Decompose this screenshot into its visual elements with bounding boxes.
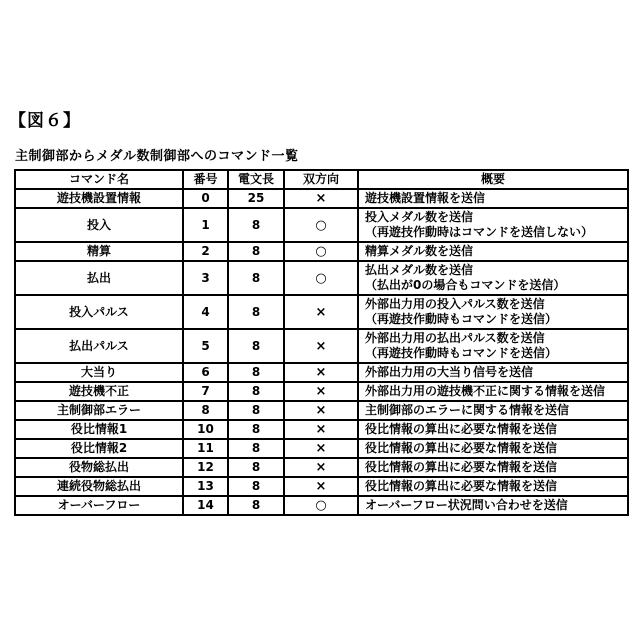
message-length-cell: 25 [228,189,284,208]
number-cell: 8 [183,401,228,420]
message-length-cell: 8 [228,382,284,401]
figure-label: 【図６】 [9,111,81,131]
number-cell: 14 [183,496,228,515]
summary-cell: 役比情報の算出に必要な情報を送信 [358,458,628,477]
message-length-cell: 8 [228,458,284,477]
command-name-cell: 役比情報2 [15,439,183,458]
table-row [15,477,628,496]
summary-cell: 外部出力用の遊技機不正に関する情報を送信 [358,382,628,401]
summary-cell: 主制御部のエラーに関する情報を送信 [358,401,628,420]
bidirectional-cell: × [284,295,358,329]
command-name-cell: 役比情報1 [15,420,183,439]
column-header-1: 番号 [183,170,228,189]
bidirectional-cell: ○ [284,208,358,242]
summary-cell: 遊技機設置情報を送信 [358,189,628,208]
number-cell: 2 [183,242,228,261]
number-cell: 10 [183,420,228,439]
column-header-2: 電文長 [228,170,284,189]
command-name-cell: 遊技機不正 [15,382,183,401]
command-name-cell: 大当り [15,363,183,382]
command-table [14,169,629,516]
table-row [15,208,628,242]
message-length-cell: 8 [228,496,284,515]
table-row [15,382,628,401]
bidirectional-cell: × [284,439,358,458]
number-cell: 11 [183,439,228,458]
table-row [15,189,628,208]
command-name-cell: 精算 [15,242,183,261]
message-length-cell: 8 [228,420,284,439]
bidirectional-cell: ○ [284,496,358,515]
number-cell: 3 [183,261,228,295]
table-row [15,439,628,458]
message-length-cell: 8 [228,363,284,382]
command-name-cell: 遊技機設置情報 [15,189,183,208]
table-row [15,458,628,477]
table-row [15,496,628,515]
column-header-0: コマンド名 [15,170,183,189]
command-name-cell: 連続役物総払出 [15,477,183,496]
message-length-cell: 8 [228,329,284,363]
bidirectional-cell: × [284,329,358,363]
message-length-cell: 8 [228,439,284,458]
message-length-cell: 8 [228,208,284,242]
command-name-cell: 投入パルス [15,295,183,329]
summary-cell: 外部出力用の投入パルス数を送信 （再遊技作動時もコマンドを送信） [358,295,628,329]
bidirectional-cell: × [284,458,358,477]
summary-cell: 投入メダル数を送信 （再遊技作動時はコマンドを送信しない） [358,208,628,242]
message-length-cell: 8 [228,261,284,295]
figure-caption: 主制御部からメダル数制御部へのコマンド一覧 [15,149,299,164]
command-name-cell: オーバーフロー [15,496,183,515]
table-row [15,329,628,363]
number-cell: 0 [183,189,228,208]
command-table-head [15,170,628,189]
summary-cell: 払出メダル数を送信 （払出が0の場合もコマンドを送信） [358,261,628,295]
table-row [15,401,628,420]
command-name-cell: 投入 [15,208,183,242]
number-cell: 1 [183,208,228,242]
summary-cell: 外部出力用の払出パルス数を送信 （再遊技作動時もコマンドを送信） [358,329,628,363]
table-row [15,242,628,261]
summary-cell: 精算メダル数を送信 [358,242,628,261]
message-length-cell: 8 [228,295,284,329]
summary-cell: 役比情報の算出に必要な情報を送信 [358,439,628,458]
summary-cell: 役比情報の算出に必要な情報を送信 [358,477,628,496]
message-length-cell: 8 [228,401,284,420]
message-length-cell: 8 [228,477,284,496]
bidirectional-cell: × [284,420,358,439]
command-name-cell: 役物総払出 [15,458,183,477]
command-name-cell: 払出パルス [15,329,183,363]
bidirectional-cell: × [284,382,358,401]
summary-cell: 役比情報の算出に必要な情報を送信 [358,420,628,439]
number-cell: 12 [183,458,228,477]
bidirectional-cell: × [284,363,358,382]
number-cell: 4 [183,295,228,329]
bidirectional-cell: × [284,477,358,496]
summary-cell: オーバーフロー状況問い合わせを送信 [358,496,628,515]
table-row [15,261,628,295]
bidirectional-cell: × [284,401,358,420]
command-table-body [15,189,628,515]
table-row [15,295,628,329]
message-length-cell: 8 [228,242,284,261]
summary-cell: 外部出力用の大当り信号を送信 [358,363,628,382]
number-cell: 6 [183,363,228,382]
bidirectional-cell: ○ [284,261,358,295]
command-name-cell: 払出 [15,261,183,295]
number-cell: 5 [183,329,228,363]
number-cell: 7 [183,382,228,401]
column-header-3: 双方向 [284,170,358,189]
table-row [15,363,628,382]
bidirectional-cell: × [284,189,358,208]
header-row [15,170,628,189]
table-row [15,420,628,439]
bidirectional-cell: ○ [284,242,358,261]
column-header-4: 概要 [358,170,628,189]
command-name-cell: 主制御部エラー [15,401,183,420]
number-cell: 13 [183,477,228,496]
